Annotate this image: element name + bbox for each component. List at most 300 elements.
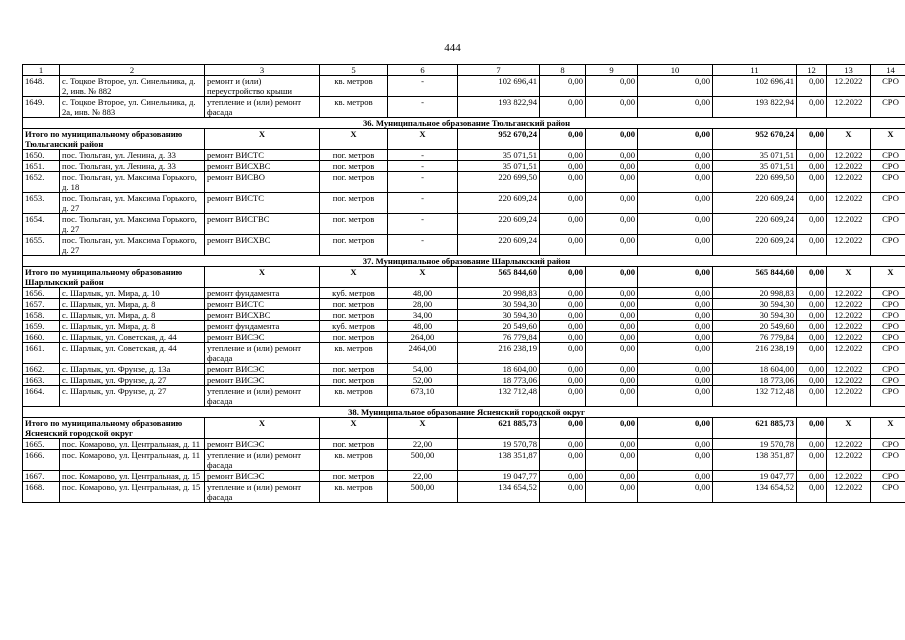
row-number: 1656. (23, 288, 60, 299)
column-number: 2 (60, 65, 205, 76)
section-title: 37. Муниципальное образование Шарлыкский район (23, 256, 905, 267)
cost-total-cell: 30 594,30 (713, 299, 797, 310)
value-cell: 0,00 (797, 97, 827, 118)
total-x-cell: Х (827, 129, 871, 150)
unit-cell: пог. метров (320, 364, 388, 375)
work-type-cell: утепление и (или) ремонт фасада (205, 482, 320, 503)
source-cell: СРО (871, 214, 905, 235)
source-cell: СРО (871, 161, 905, 172)
table-row (23, 386, 905, 407)
value-cell: 0,00 (797, 450, 827, 471)
column-number: 14 (871, 65, 905, 76)
table-row (23, 310, 905, 321)
total-value: 0,00 (638, 418, 713, 439)
value-cell: 0,00 (638, 76, 713, 97)
total-sum-col11: 952 670,24 (713, 129, 797, 150)
work-type-cell: ремонт ВИСЭС (205, 364, 320, 375)
quantity-cell: 54,00 (388, 364, 458, 375)
value-cell: 0,00 (797, 332, 827, 343)
row-number: 1655. (23, 235, 60, 256)
address-cell: с. Шарлык, ул. Советская, д. 44 (60, 343, 205, 364)
date-cell: 12.2022 (827, 299, 871, 310)
row-number: 1662. (23, 364, 60, 375)
source-cell: СРО (871, 439, 905, 450)
total-x-cell: Х (827, 267, 871, 288)
value-cell: 0,00 (797, 375, 827, 386)
date-cell: 12.2022 (827, 288, 871, 299)
work-type-cell: ремонт ВИСХВС (205, 310, 320, 321)
total-value: 0,00 (586, 267, 638, 288)
table-row (23, 364, 905, 375)
value-cell: 0,00 (540, 150, 586, 161)
total-x-cell: Х (388, 129, 458, 150)
work-type-cell: ремонт ВИСЭС (205, 375, 320, 386)
cost-cell: 134 654,52 (458, 482, 540, 503)
unit-cell: кв. метров (320, 482, 388, 503)
value-cell: 0,00 (586, 310, 638, 321)
address-cell: пос. Тюльган, ул. Ленина, д. 33 (60, 161, 205, 172)
total-label: Итого по муниципальному образованию Тюльганский район (23, 129, 205, 150)
value-cell: 0,00 (797, 214, 827, 235)
work-type-cell: ремонт ВИСХВС (205, 235, 320, 256)
cost-total-cell: 30 594,30 (713, 310, 797, 321)
value-cell: 0,00 (586, 439, 638, 450)
source-cell: СРО (871, 471, 905, 482)
value-cell: 0,00 (797, 439, 827, 450)
work-type-cell: ремонт ВИСТС (205, 150, 320, 161)
row-number: 1651. (23, 161, 60, 172)
quantity-cell: 500,00 (388, 482, 458, 503)
value-cell: 0,00 (540, 343, 586, 364)
value-cell: 0,00 (797, 161, 827, 172)
value-cell: 0,00 (586, 193, 638, 214)
value-cell: 0,00 (797, 321, 827, 332)
value-cell: 0,00 (797, 235, 827, 256)
unit-cell: пог. метров (320, 375, 388, 386)
source-cell: СРО (871, 364, 905, 375)
table-row (23, 439, 905, 450)
value-cell: 0,00 (638, 471, 713, 482)
date-cell: 12.2022 (827, 450, 871, 471)
cost-cell: 220 699,50 (458, 172, 540, 193)
address-cell: пос. Комарово, ул. Центральная, д. 15 (60, 482, 205, 503)
work-type-cell: утепление и (или) ремонт фасада (205, 97, 320, 118)
source-cell: СРО (871, 386, 905, 407)
unit-cell: куб. метров (320, 321, 388, 332)
unit-cell: кв. метров (320, 343, 388, 364)
value-cell: 0,00 (586, 299, 638, 310)
unit-cell: куб. метров (320, 288, 388, 299)
total-x-cell: Х (871, 129, 905, 150)
page-number: 444 (444, 42, 461, 54)
cost-total-cell: 19 047,77 (713, 471, 797, 482)
section-header-row (23, 407, 905, 418)
unit-cell: пог. метров (320, 193, 388, 214)
address-cell: пос. Комарово, ул. Центральная, д. 11 (60, 450, 205, 471)
quantity-cell: 264,00 (388, 332, 458, 343)
date-cell: 12.2022 (827, 439, 871, 450)
value-cell: 0,00 (540, 386, 586, 407)
cost-total-cell: 220 609,24 (713, 193, 797, 214)
cost-total-cell: 20 549,60 (713, 321, 797, 332)
cost-total-cell: 220 609,24 (713, 214, 797, 235)
total-value: 0,00 (540, 267, 586, 288)
cost-cell: 102 696,41 (458, 76, 540, 97)
unit-cell: пог. метров (320, 471, 388, 482)
total-sum: 565 844,60 (458, 267, 540, 288)
total-x-cell: Х (871, 418, 905, 439)
cost-cell: 18 604,00 (458, 364, 540, 375)
cost-cell: 216 238,19 (458, 343, 540, 364)
row-number: 1663. (23, 375, 60, 386)
date-cell: 12.2022 (827, 343, 871, 364)
date-cell: 12.2022 (827, 172, 871, 193)
quantity-cell: - (388, 97, 458, 118)
cost-total-cell: 132 712,48 (713, 386, 797, 407)
value-cell: 0,00 (540, 235, 586, 256)
table-row (23, 375, 905, 386)
cost-cell: 20 549,60 (458, 321, 540, 332)
section-total-row (23, 267, 905, 288)
unit-cell: пог. метров (320, 439, 388, 450)
section-total-row (23, 418, 905, 439)
cost-total-cell: 18 604,00 (713, 364, 797, 375)
work-type-cell: ремонт фундамента (205, 288, 320, 299)
section-total-row (23, 129, 905, 150)
quantity-cell: - (388, 214, 458, 235)
unit-cell: кв. метров (320, 76, 388, 97)
address-cell: с. Шарлык, ул. Фрунзе, д. 27 (60, 375, 205, 386)
date-cell: 12.2022 (827, 482, 871, 503)
source-cell: СРО (871, 97, 905, 118)
value-cell: 0,00 (540, 375, 586, 386)
cost-cell: 76 779,84 (458, 332, 540, 343)
total-x-cell: Х (320, 129, 388, 150)
table-row (23, 214, 905, 235)
unit-cell: пог. метров (320, 299, 388, 310)
date-cell: 12.2022 (827, 364, 871, 375)
value-cell: 0,00 (540, 299, 586, 310)
table-row (23, 193, 905, 214)
section-title: 38. Муниципальное образование Ясненский городской округ (23, 407, 905, 418)
quantity-cell: - (388, 172, 458, 193)
value-cell: 0,00 (638, 299, 713, 310)
cost-cell: 20 998,83 (458, 288, 540, 299)
total-x-cell: Х (388, 418, 458, 439)
work-type-cell: ремонт ВИСВО (205, 172, 320, 193)
total-sum: 621 885,73 (458, 418, 540, 439)
source-cell: СРО (871, 150, 905, 161)
date-cell: 12.2022 (827, 214, 871, 235)
total-x-cell: Х (827, 418, 871, 439)
total-value: 0,00 (586, 129, 638, 150)
value-cell: 0,00 (586, 97, 638, 118)
value-cell: 0,00 (638, 332, 713, 343)
column-number: 3 (205, 65, 320, 76)
table-row (23, 288, 905, 299)
column-number: 1 (23, 65, 60, 76)
work-type-cell: ремонт ВИСГВС (205, 214, 320, 235)
total-value: 0,00 (797, 267, 827, 288)
value-cell: 0,00 (540, 450, 586, 471)
cost-total-cell: 76 779,84 (713, 332, 797, 343)
quantity-cell: 2464,00 (388, 343, 458, 364)
cost-cell: 220 609,24 (458, 193, 540, 214)
value-cell: 0,00 (797, 386, 827, 407)
value-cell: 0,00 (797, 193, 827, 214)
value-cell: 0,00 (638, 343, 713, 364)
total-value: 0,00 (797, 418, 827, 439)
table-row (23, 97, 905, 118)
quantity-cell: - (388, 161, 458, 172)
value-cell: 0,00 (797, 482, 827, 503)
total-x-cell: Х (871, 267, 905, 288)
source-cell: СРО (871, 332, 905, 343)
address-cell: с. Шарлык, ул. Фрунзе, д. 27 (60, 386, 205, 407)
cost-total-cell: 20 998,83 (713, 288, 797, 299)
cost-cell: 132 712,48 (458, 386, 540, 407)
address-cell: с. Шарлык, ул. Мира, д. 8 (60, 299, 205, 310)
source-cell: СРО (871, 450, 905, 471)
column-number: 9 (586, 65, 638, 76)
date-cell: 12.2022 (827, 332, 871, 343)
table-row (23, 150, 905, 161)
total-x-cell: Х (205, 129, 320, 150)
row-number: 1658. (23, 310, 60, 321)
value-cell: 0,00 (638, 310, 713, 321)
total-label: Итого по муниципальному образованию Шарлыкский район (23, 267, 205, 288)
value-cell: 0,00 (540, 288, 586, 299)
value-cell: 0,00 (540, 76, 586, 97)
cost-cell: 35 071,51 (458, 161, 540, 172)
table-row (23, 450, 905, 471)
address-cell: с. Тоцкое Второе, ул. Синельника, д. 2, инв. № 882 (60, 76, 205, 97)
total-value: 0,00 (586, 418, 638, 439)
value-cell: 0,00 (638, 386, 713, 407)
value-cell: 0,00 (540, 471, 586, 482)
unit-cell: кв. метров (320, 386, 388, 407)
row-number: 1665. (23, 439, 60, 450)
value-cell: 0,00 (797, 471, 827, 482)
source-cell: СРО (871, 76, 905, 97)
work-type-cell: ремонт ВИСЭС (205, 471, 320, 482)
source-cell: СРО (871, 235, 905, 256)
quantity-cell: 22,00 (388, 471, 458, 482)
value-cell: 0,00 (586, 364, 638, 375)
value-cell: 0,00 (586, 172, 638, 193)
value-cell: 0,00 (586, 288, 638, 299)
unit-cell: пог. метров (320, 310, 388, 321)
work-type-cell: ремонт ВИСЭС (205, 439, 320, 450)
row-number: 1667. (23, 471, 60, 482)
value-cell: 0,00 (540, 482, 586, 503)
total-sum-col11: 565 844,60 (713, 267, 797, 288)
cost-total-cell: 102 696,41 (713, 76, 797, 97)
source-cell: СРО (871, 375, 905, 386)
row-number: 1648. (23, 76, 60, 97)
table-row (23, 343, 905, 364)
value-cell: 0,00 (540, 214, 586, 235)
table-row (23, 332, 905, 343)
value-cell: 0,00 (638, 235, 713, 256)
date-cell: 12.2022 (827, 235, 871, 256)
total-label: Итого по муниципальному образованию Ясненский городской округ (23, 418, 205, 439)
value-cell: 0,00 (586, 375, 638, 386)
value-cell: 0,00 (540, 332, 586, 343)
column-number: 7 (458, 65, 540, 76)
quantity-cell: - (388, 235, 458, 256)
cost-cell: 19 047,77 (458, 471, 540, 482)
value-cell: 0,00 (586, 161, 638, 172)
cost-cell: 220 609,24 (458, 235, 540, 256)
column-number: 12 (797, 65, 827, 76)
column-number: 13 (827, 65, 871, 76)
value-cell: 0,00 (638, 375, 713, 386)
quantity-cell: - (388, 76, 458, 97)
value-cell: 0,00 (638, 321, 713, 332)
row-number: 1649. (23, 97, 60, 118)
cost-cell: 220 609,24 (458, 214, 540, 235)
unit-cell: пог. метров (320, 214, 388, 235)
value-cell: 0,00 (638, 150, 713, 161)
quantity-cell: 22,00 (388, 439, 458, 450)
quantity-cell: - (388, 150, 458, 161)
value-cell: 0,00 (540, 310, 586, 321)
work-type-cell: ремонт фундамента (205, 321, 320, 332)
cost-total-cell: 220 699,50 (713, 172, 797, 193)
value-cell: 0,00 (638, 364, 713, 375)
total-value: 0,00 (638, 267, 713, 288)
column-number: 5 (320, 65, 388, 76)
address-cell: пос. Тюльган, ул. Ленина, д. 33 (60, 150, 205, 161)
table-body (23, 65, 905, 503)
capital-repair-table (22, 64, 905, 503)
total-value: 0,00 (638, 129, 713, 150)
cost-cell: 30 594,30 (458, 299, 540, 310)
unit-cell: пог. метров (320, 235, 388, 256)
unit-cell: кв. метров (320, 450, 388, 471)
cost-cell: 138 351,87 (458, 450, 540, 471)
cost-total-cell: 193 822,94 (713, 97, 797, 118)
cost-total-cell: 138 351,87 (713, 450, 797, 471)
value-cell: 0,00 (797, 310, 827, 321)
value-cell: 0,00 (638, 193, 713, 214)
section-title: 36. Муниципальное образование Тюльганский район (23, 118, 905, 129)
value-cell: 0,00 (586, 471, 638, 482)
row-number: 1652. (23, 172, 60, 193)
value-cell: 0,00 (586, 214, 638, 235)
row-number: 1650. (23, 150, 60, 161)
cost-cell: 18 773,06 (458, 375, 540, 386)
value-cell: 0,00 (638, 482, 713, 503)
work-type-cell: утепление и (или) ремонт фасада (205, 450, 320, 471)
unit-cell: пог. метров (320, 332, 388, 343)
work-type-cell: ремонт ВИСХВС (205, 161, 320, 172)
cost-cell: 193 822,94 (458, 97, 540, 118)
address-cell: пос. Комарово, ул. Центральная, д. 15 (60, 471, 205, 482)
value-cell: 0,00 (586, 343, 638, 364)
quantity-cell: 673,10 (388, 386, 458, 407)
address-cell: пос. Тюльган, ул. Максима Горького, д. 27 (60, 193, 205, 214)
value-cell: 0,00 (797, 76, 827, 97)
unit-cell: кв. метров (320, 97, 388, 118)
section-header-row (23, 118, 905, 129)
row-number: 1661. (23, 343, 60, 364)
column-number-row (23, 65, 905, 76)
total-x-cell: Х (205, 267, 320, 288)
column-number: 10 (638, 65, 713, 76)
row-number: 1664. (23, 386, 60, 407)
quantity-cell: 500,00 (388, 450, 458, 471)
date-cell: 12.2022 (827, 471, 871, 482)
work-type-cell: утепление и (или) ремонт фасада (205, 386, 320, 407)
value-cell: 0,00 (797, 288, 827, 299)
row-number: 1666. (23, 450, 60, 471)
address-cell: с. Шарлык, ул. Мира, д. 10 (60, 288, 205, 299)
column-number: 11 (713, 65, 797, 76)
value-cell: 0,00 (586, 150, 638, 161)
source-cell: СРО (871, 321, 905, 332)
value-cell: 0,00 (540, 193, 586, 214)
value-cell: 0,00 (638, 161, 713, 172)
work-type-cell: утепление и (или) ремонт фасада (205, 343, 320, 364)
address-cell: пос. Тюльган, ул. Максима Горького, д. 27 (60, 235, 205, 256)
table-row (23, 299, 905, 310)
total-value: 0,00 (540, 418, 586, 439)
column-number: 8 (540, 65, 586, 76)
value-cell: 0,00 (797, 172, 827, 193)
total-x-cell: Х (205, 418, 320, 439)
source-cell: СРО (871, 310, 905, 321)
table-row (23, 235, 905, 256)
total-sum-col11: 621 885,73 (713, 418, 797, 439)
cost-total-cell: 35 071,51 (713, 161, 797, 172)
cost-cell: 30 594,30 (458, 310, 540, 321)
value-cell: 0,00 (586, 76, 638, 97)
source-cell: СРО (871, 288, 905, 299)
date-cell: 12.2022 (827, 97, 871, 118)
unit-cell: пог. метров (320, 150, 388, 161)
row-number: 1660. (23, 332, 60, 343)
table-row (23, 76, 905, 97)
unit-cell: пог. метров (320, 172, 388, 193)
total-value: 0,00 (797, 129, 827, 150)
date-cell: 12.2022 (827, 321, 871, 332)
value-cell: 0,00 (586, 386, 638, 407)
value-cell: 0,00 (586, 321, 638, 332)
date-cell: 12.2022 (827, 310, 871, 321)
work-type-cell: ремонт ВИСТС (205, 193, 320, 214)
date-cell: 12.2022 (827, 76, 871, 97)
value-cell: 0,00 (638, 97, 713, 118)
total-x-cell: Х (320, 418, 388, 439)
cost-total-cell: 18 773,06 (713, 375, 797, 386)
date-cell: 12.2022 (827, 375, 871, 386)
quantity-cell: - (388, 193, 458, 214)
column-number: 6 (388, 65, 458, 76)
cost-total-cell: 35 071,51 (713, 150, 797, 161)
cost-total-cell: 134 654,52 (713, 482, 797, 503)
value-cell: 0,00 (586, 235, 638, 256)
row-number: 1653. (23, 193, 60, 214)
date-cell: 12.2022 (827, 150, 871, 161)
work-type-cell: ремонт ВИСЭС (205, 332, 320, 343)
value-cell: 0,00 (797, 364, 827, 375)
row-number: 1654. (23, 214, 60, 235)
unit-cell: пог. метров (320, 161, 388, 172)
address-cell: пос. Тюльган, ул. Максима Горького, д. 18 (60, 172, 205, 193)
date-cell: 12.2022 (827, 193, 871, 214)
